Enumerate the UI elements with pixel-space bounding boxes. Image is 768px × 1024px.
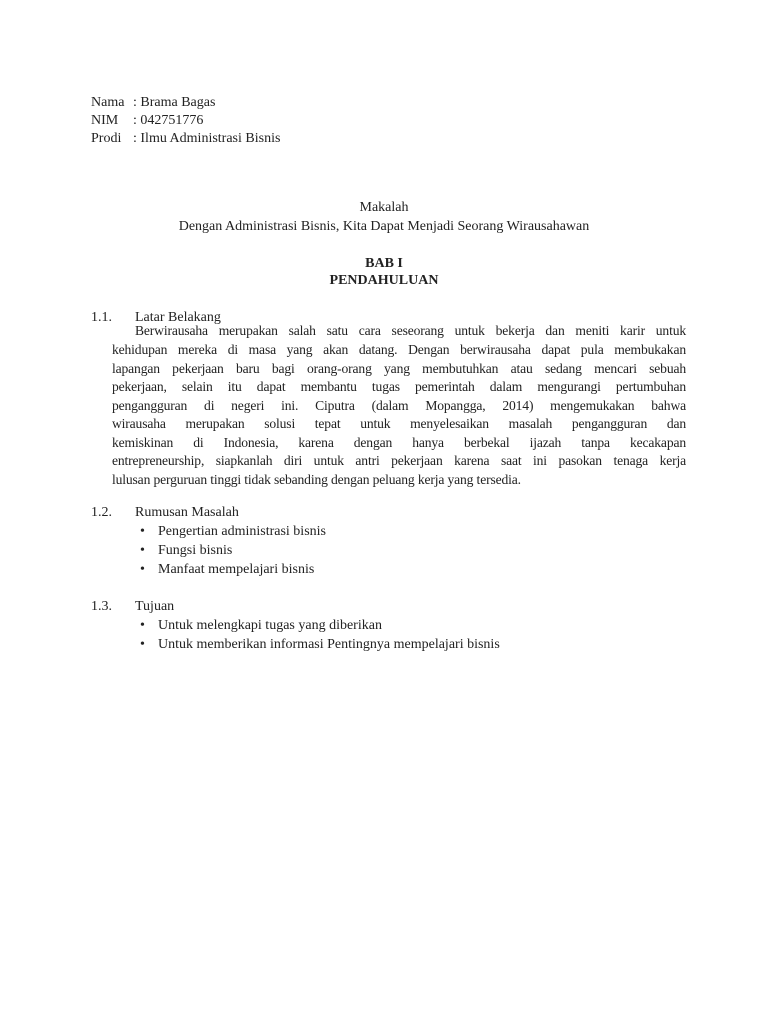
prodi-label: Prodi [91,131,122,146]
list-item: • Untuk memberikan informasi Pentingnya mempelajari bisnis [140,637,500,652]
section-number: 1.3. [91,599,112,614]
nim-value: : 042751776 [133,113,204,128]
paragraph-line: Berwirausaha merupakan salah satu cara seseorang untuk bekerja dan meniti karir untuk [135,323,686,338]
list-item: • Untuk melengkapi tugas yang diberikan [140,618,382,633]
chapter-number: BAB I [365,256,403,271]
list-item: • Manfaat mempelajari bisnis [140,562,315,577]
paragraph-line: wirausaha merupakan solusi tepat untuk menyelesaikan masalah pengangguran dan [112,416,686,431]
paragraph-line: kemiskinan di Indonesia, karena dengan hanya berbekal ijazah tanpa kecakapan [112,435,686,450]
paragraph-line: entrepreneurship, siapkanlah diri untuk antri pekerjaan karena saat ini pasokan tenaga kerja [112,453,686,468]
section-heading: Latar Belakang [135,310,221,325]
document-title: Dengan Administrasi Bisnis, Kita Dapat Menjadi Seorang Wirausahawan [178,219,590,234]
paragraph-line: lapangan pekerjaan baru bagi orang-orang yang membutuhkan atau sedang mencari sebuah [112,361,686,376]
chapter-title: PENDAHULUAN [329,273,439,288]
bullet-icon: • [140,618,145,633]
bullet-icon: • [140,524,145,539]
bullet-icon: • [140,543,145,558]
list-item: • Pengertian administrasi bisnis [140,524,326,539]
section-number: 1.2. [91,505,112,520]
paragraph-line: kehidupan mereka di masa yang akan datang. Dengan berwirausaha dapat pula membukakan [112,342,686,357]
name-label: Nama [91,95,125,110]
section-heading: Tujuan [135,599,175,614]
paragraph-line: lulusan perguruan tinggi tidak sebanding dengan peluang kerja yang tersedia. [112,472,521,487]
name-value: : Brama Bagas [133,95,216,110]
bullet-icon: • [140,637,145,652]
list-item: • Fungsi bisnis [140,543,233,558]
section-number: 1.1. [91,310,112,325]
section-heading: Rumusan Masalah [135,505,239,520]
paragraph-line: pekerjaan, selain itu dapat membantu tugas pemerintah dalam mengurangi pertumbuhan [112,379,686,394]
paragraph-line: pengangguran di negeri ini. Ciputra (dalam Mopangga, 2014) mengemukakan bahwa [112,398,686,413]
document-kind: Makalah [359,200,409,215]
nim-label: NIM [91,113,119,128]
bullet-icon: • [140,562,145,577]
prodi-value: : Ilmu Administrasi Bisnis [133,131,281,146]
